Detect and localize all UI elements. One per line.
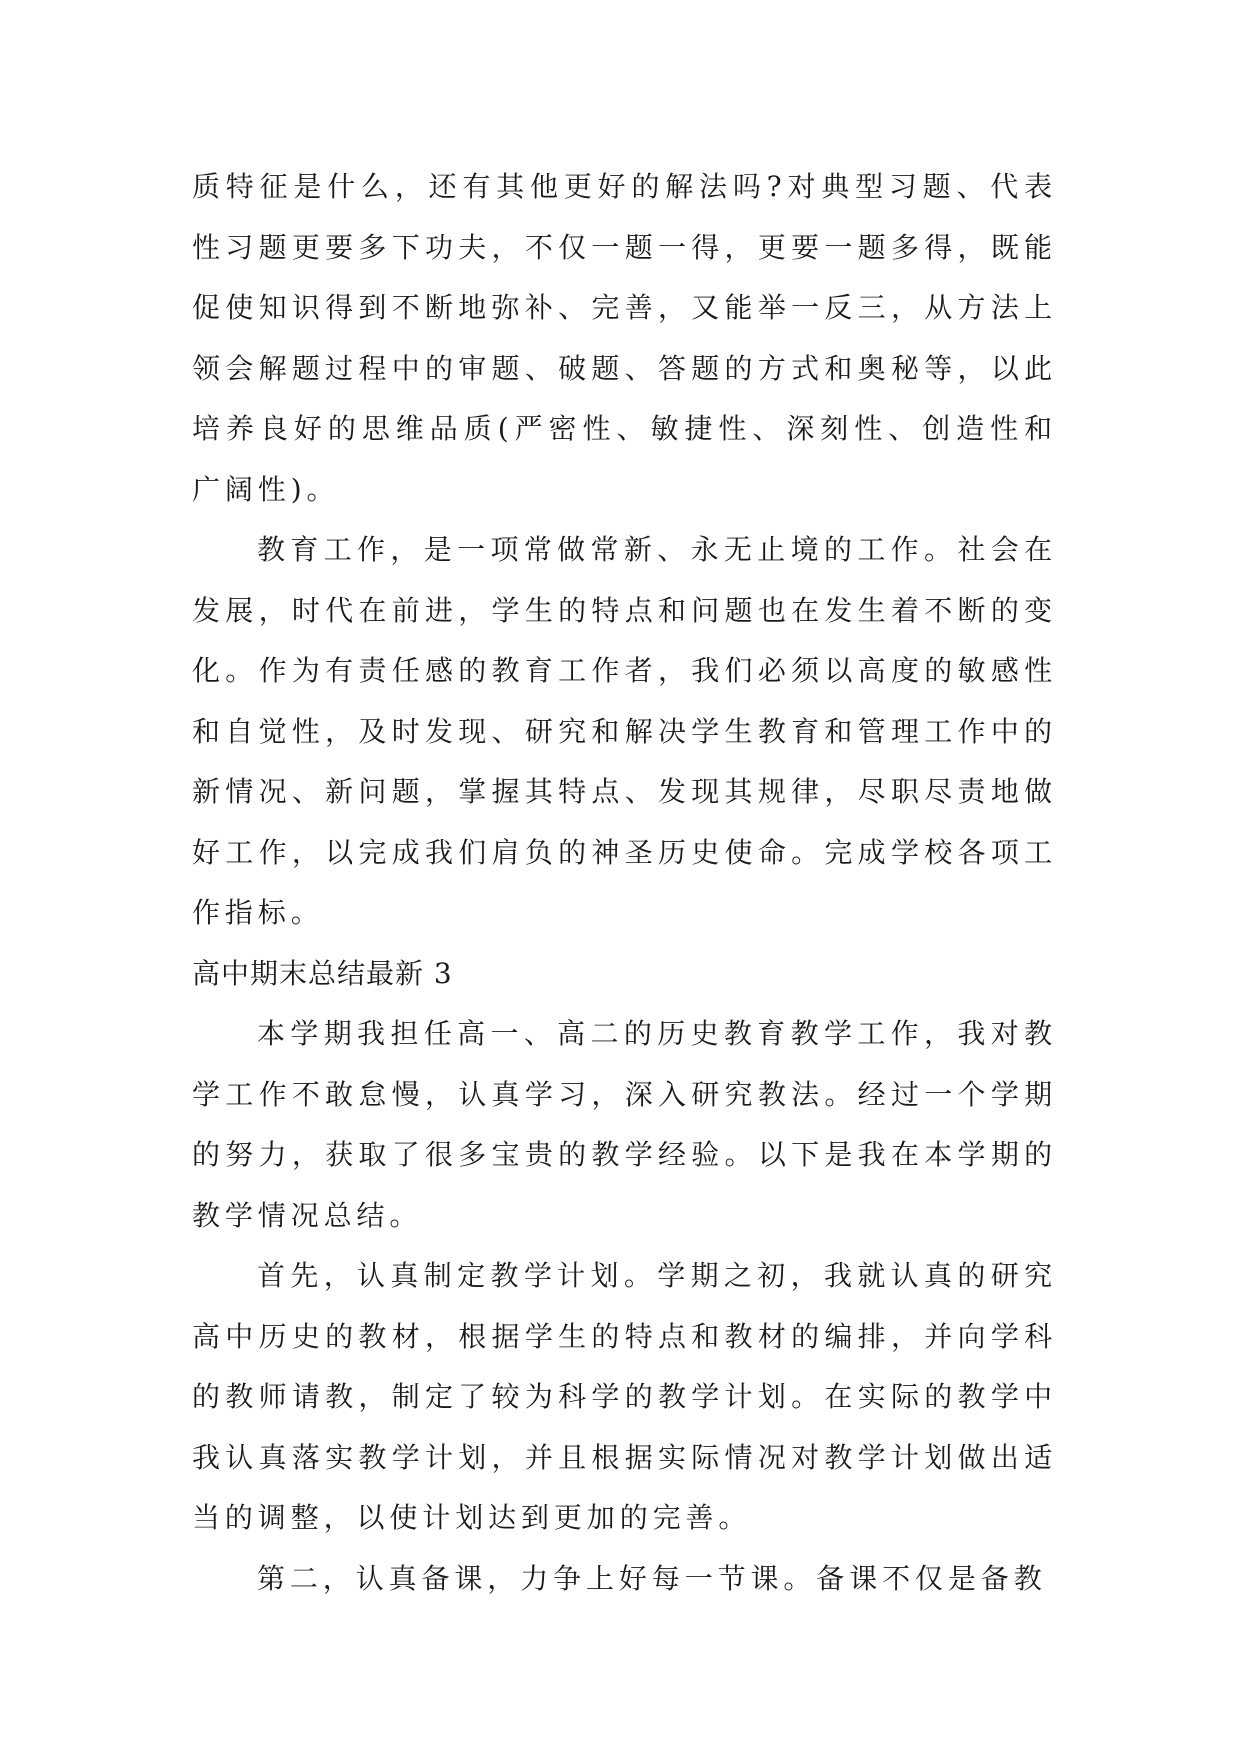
paragraph: 教育工作，是一项常做常新、永无止境的工作。社会在发展，时代在前进，学生的特点和问题也在发生着不断的变化。作为有责任感的教育工作者，我们必须以高度的敏感性和自觉性，及时发现、研究和解决学生教育和管理工作中的新情况、新问题，掌握其特点、发现其规律，尽职尽责地做好工作，以完成我们肩负的神圣历史使命。完成学校各项工作指标。: [192, 533, 1057, 929]
paragraph-continued: 质特征是什么，还有其他更好的解法吗?对典型习题、代表性习题更要多下功夫，不仅一题一得，更要一题多得，既能促使知识得到不断地弥补、完善，又能举一反三，从方法上领会解题过程中的审题、破题、答题的方式和奥秘等，以此培养良好的思维品质(严密性、敏捷性、深刻性、创造性和广阔性)。: [192, 170, 1057, 506]
paragraph: 第二，认真备课，力争上好每一节课。备课不仅是备教: [257, 1561, 1047, 1595]
section-heading: 高中期末总结最新 3: [192, 956, 453, 990]
paragraph: 本学期我担任高一、高二的历史教育教学工作，我对教学工作不敢怠慢，认真学习，深入研究教法。经过一个学期的努力，获取了很多宝贵的教学经验。以下是我在本学期的教学情况总结。: [192, 1017, 1057, 1232]
paragraph: 首先，认真制定教学计划。学期之初，我就认真的研究高中历史的教材，根据学生的特点和教材的编排，并向学科的教师请教，制定了较为科学的教学计划。在实际的教学中我认真落实教学计划，并且根据实际情况对教学计划做出适当的调整，以使计划达到更加的完善。: [192, 1259, 1057, 1534]
document-body: [192, 157, 1057, 1609]
